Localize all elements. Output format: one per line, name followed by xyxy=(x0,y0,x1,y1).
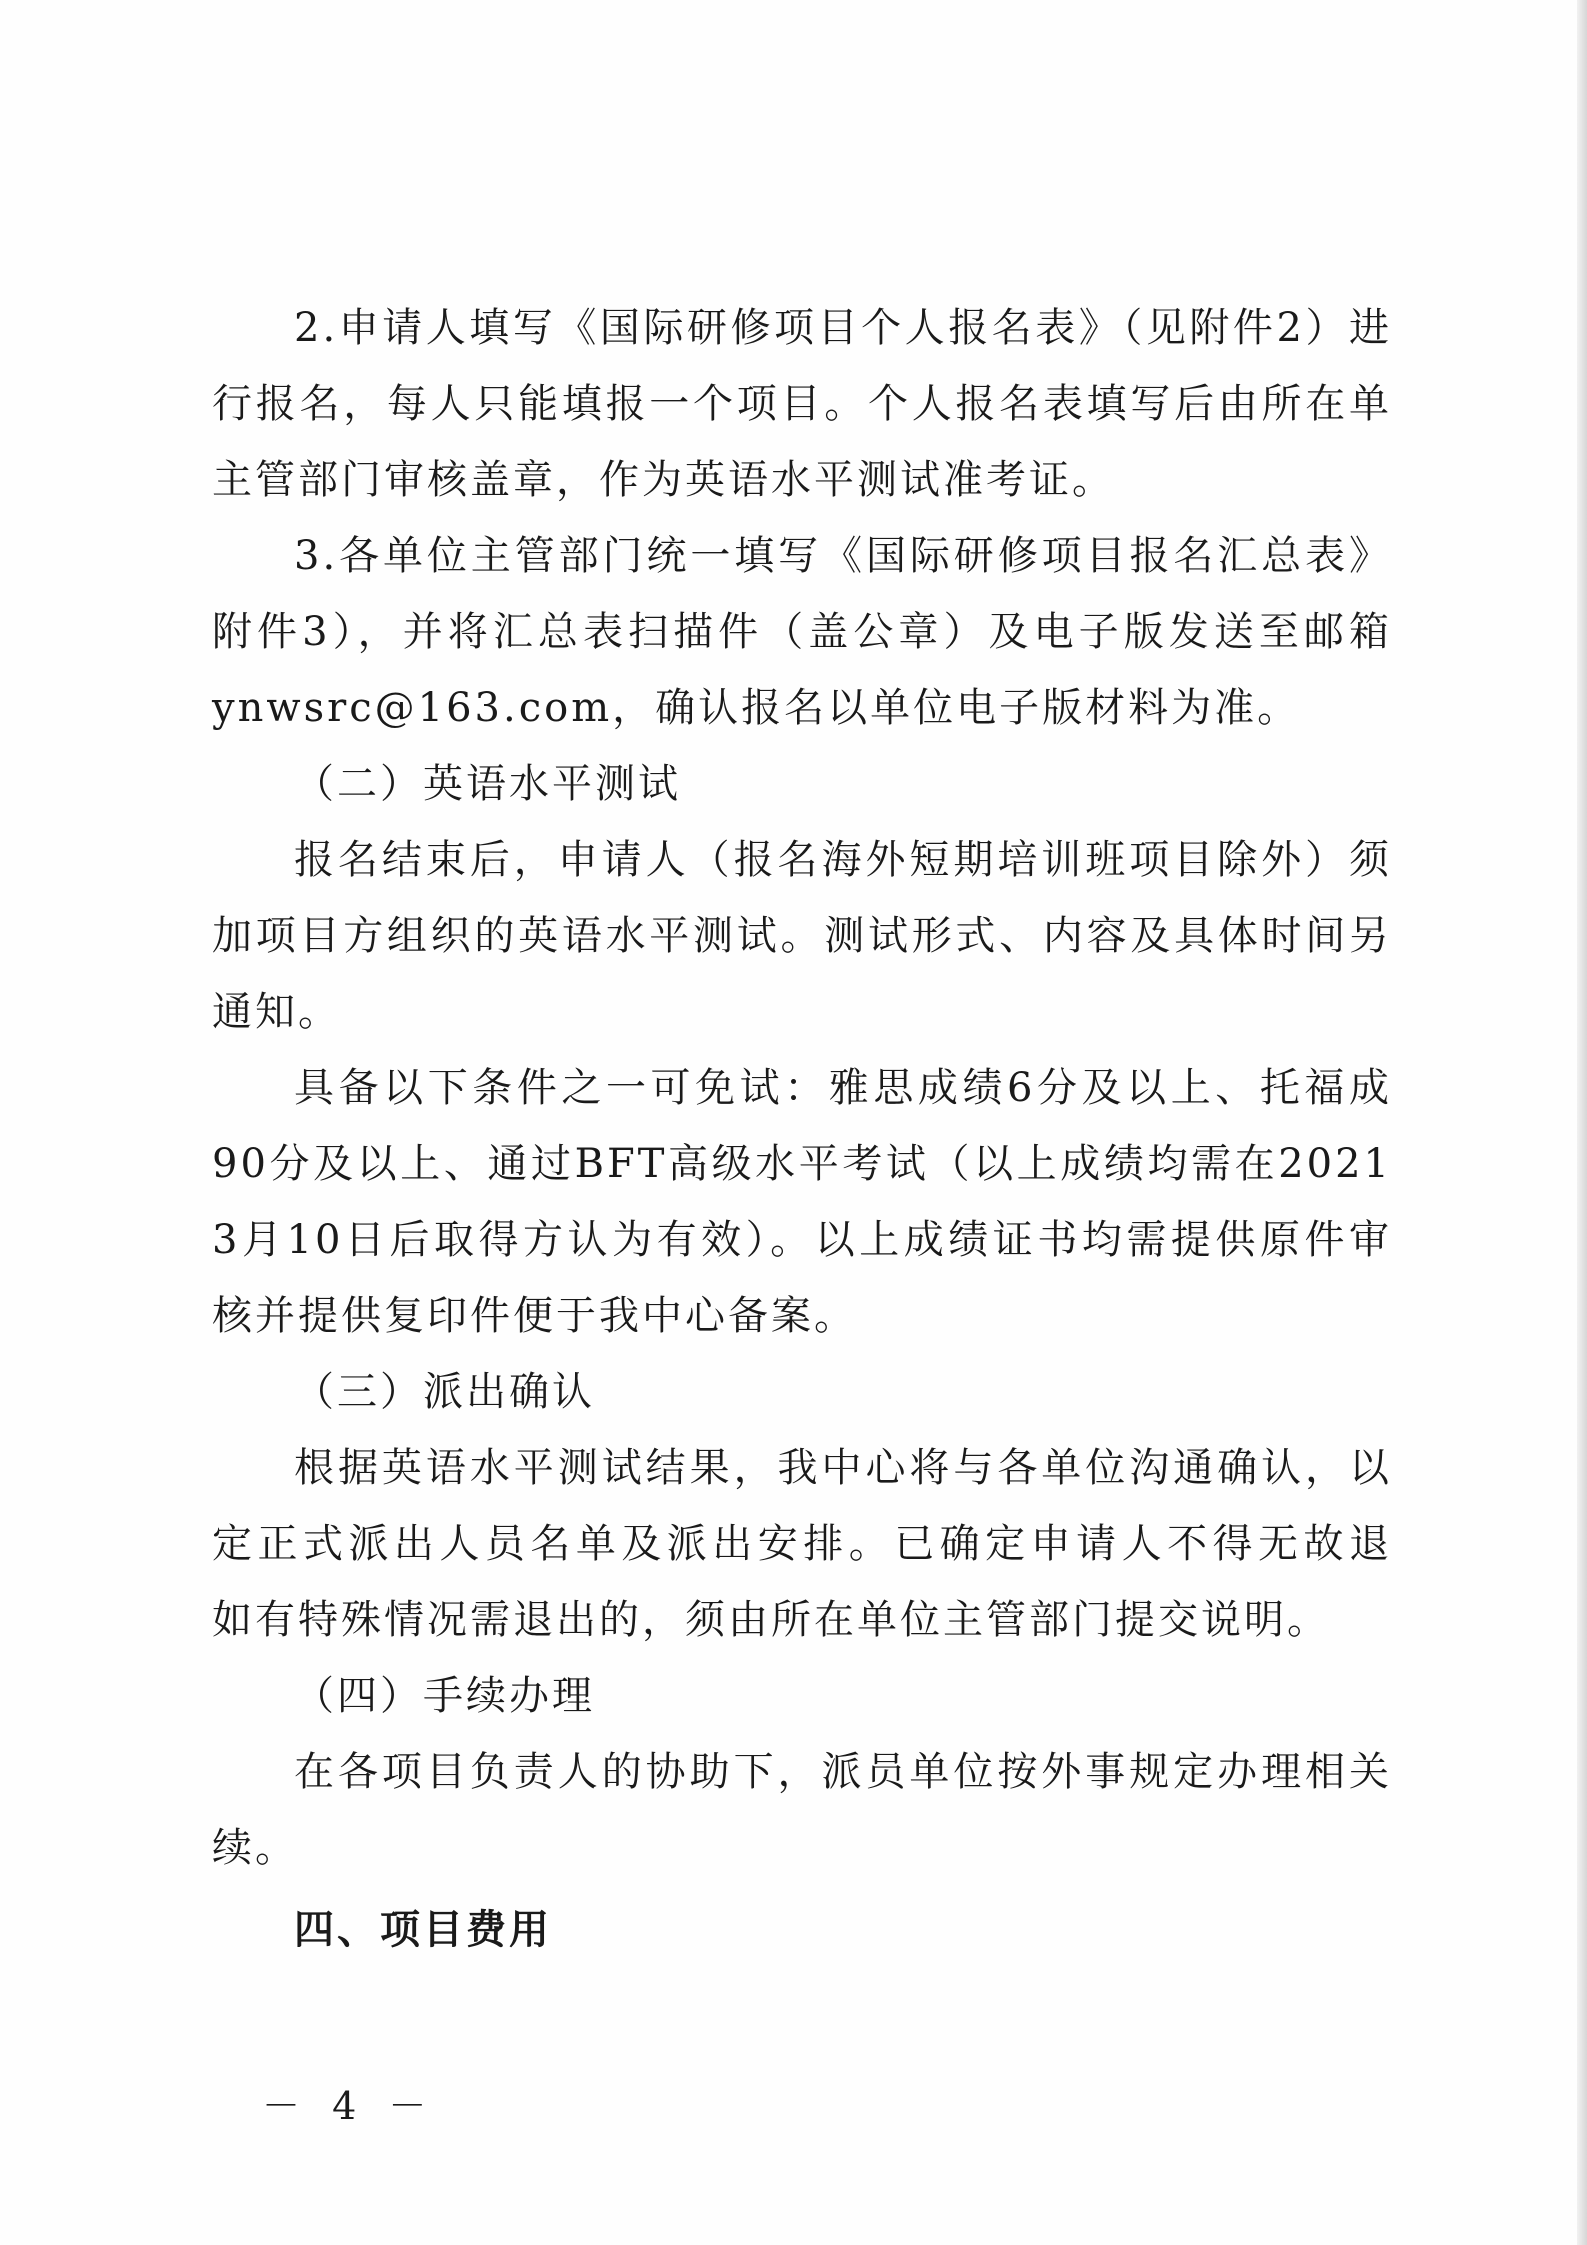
paragraph-line: 行报名，每人只能填报一个项目。个人报名表填写后由所在单 xyxy=(212,381,1392,427)
body-text xyxy=(212,290,1392,1968)
paragraph-line: 加项目方组织的英语水平测试。测试形式、内容及具体时间另 xyxy=(212,913,1392,959)
chapter-heading: 四、项目费用 xyxy=(294,1907,552,1953)
paragraph-line: 续。 xyxy=(212,1825,298,1871)
paragraph-line: 定正式派出人员名单及派出安排。已确定申请人不得无故退 xyxy=(212,1521,1392,1567)
paragraph-line: 主管部门审核盖章，作为英语水平测试准考证。 xyxy=(212,457,1115,503)
paragraph-line: 如有特殊情况需退出的，须由所在单位主管部门提交说明。 xyxy=(212,1597,1330,1643)
paragraph-line: 报名结束后，申请人（报名海外短期培训班项目除外）须 xyxy=(294,837,1392,883)
paragraph-line: 核并提供复印件便于我中心备案。 xyxy=(212,1293,857,1339)
paragraph-line: 通知。 xyxy=(212,989,341,1035)
paragraph-line: 具备以下条件之一可免试：雅思成绩6分及以上、托福成 xyxy=(294,1065,1392,1111)
paragraph-line: 3月10日后取得方认为有效）。以上成绩证书均需提供原件审 xyxy=(212,1217,1392,1263)
scan-edge-shadow xyxy=(1577,0,1587,2245)
paragraph-line: 附件3），并将汇总表扫描件（盖公章）及电子版发送至邮箱 xyxy=(212,609,1392,655)
paragraph-line: ynwsrc@163.com，确认报名以单位电子版材料为准。 xyxy=(212,685,1301,731)
section-heading: （三）派出确认 xyxy=(294,1369,595,1415)
paragraph-line: 在各项目负责人的协助下，派员单位按外事规定办理相关 xyxy=(294,1749,1392,1795)
section-heading: （四）手续办理 xyxy=(294,1673,595,1719)
page-number: － 4 － xyxy=(262,2084,437,2128)
section-heading: （二）英语水平测试 xyxy=(294,761,681,807)
paragraph-line: 根据英语水平测试结果，我中心将与各单位沟通确认，以 xyxy=(294,1445,1392,1491)
paragraph-line: 2.申请人填写《国际研修项目个人报名表》（见附件2）进 xyxy=(294,305,1392,351)
paragraph-line: 3.各单位主管部门统一填写《国际研修项目报名汇总表》 xyxy=(294,533,1392,579)
paragraph-line: 90分及以上、通过BFT高级水平考试（以上成绩均需在2021 xyxy=(212,1141,1392,1187)
